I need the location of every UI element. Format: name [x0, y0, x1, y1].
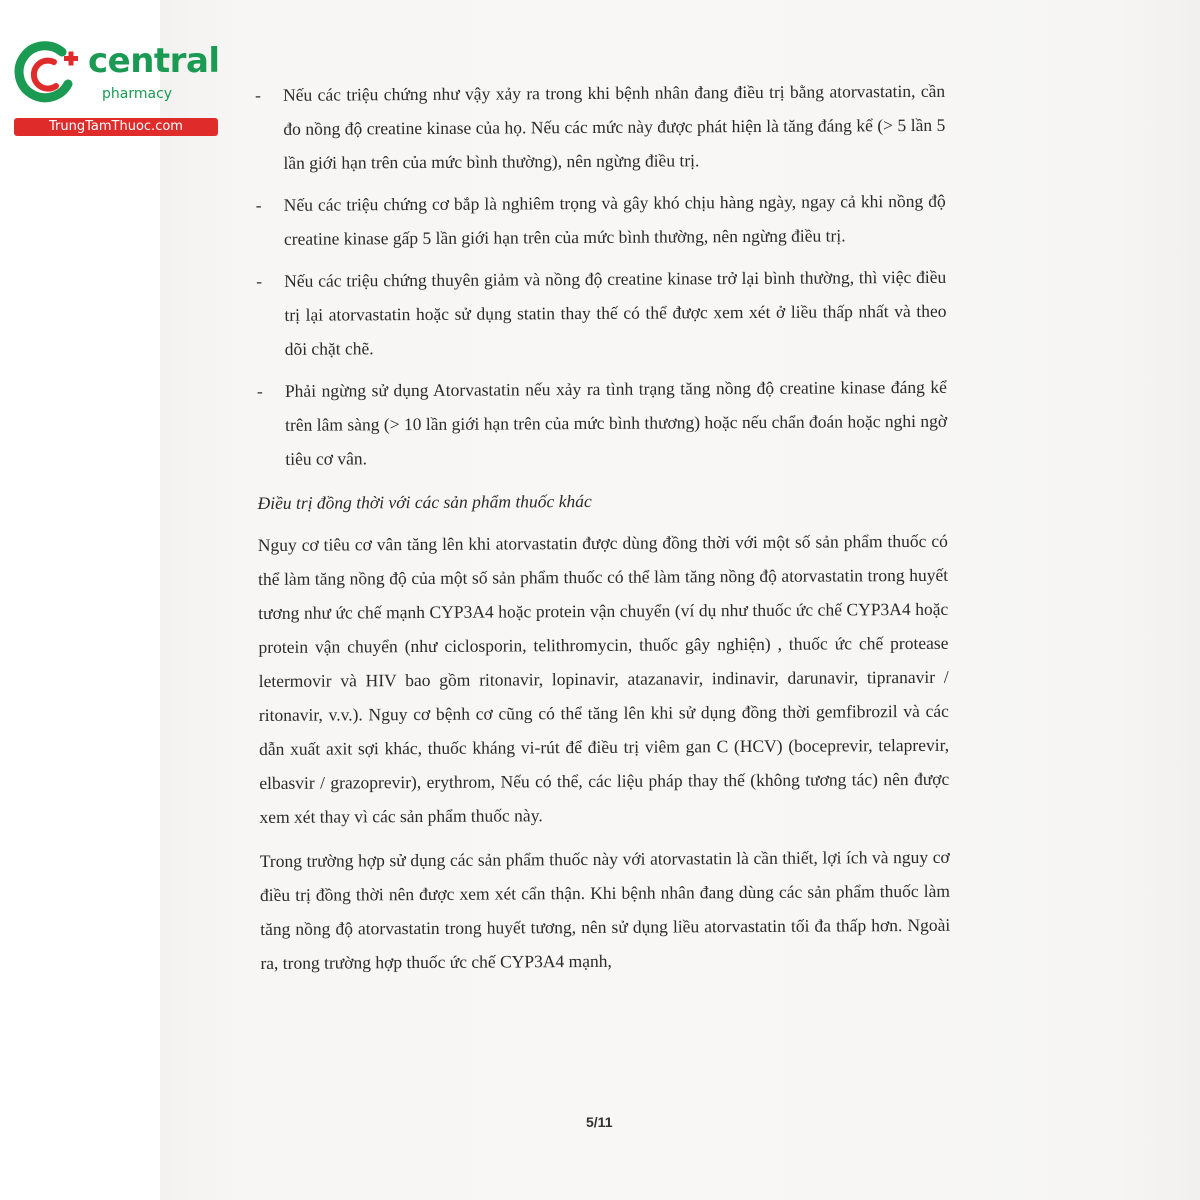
bullet-text: Nếu các triệu chứng cơ bắp là nghiêm trọng và gây khó chịu hàng ngày, ngay cả khi nồng độ creatine kinase gấp 5 lần giới hạn trên của mức bình thường, nên ngừng điều trị. — [283, 190, 946, 249]
bullet-item — [256, 184, 946, 256]
document-body — [255, 74, 951, 990]
bullet-item — [255, 74, 946, 180]
page-number: 5/11 — [586, 1114, 613, 1130]
bullet-marker: - — [256, 270, 263, 291]
bullet-text: Phải ngừng sử dụng Atorvastatin nếu xảy ra tình trạng tăng nồng độ creatine kinase đáng kể trên lâm sàng (> 10 lần giới hạn trên của mức bình thương) hoặc nếu chẩn đoán hoặc nghi ngờ tiêu cơ vân. — [284, 376, 948, 469]
brand-logo — [10, 36, 220, 136]
bullet-marker: - — [255, 194, 262, 215]
paragraph: Trong trường hợp sử dụng các sản phẩm thuốc này với atorvastatin là cần thiết, lợi ích và nguy cơ điều trị đồng thời nên được xem xét cẩn thận. Khi bệnh nhân đang dùng các sản phẩm thuốc làm tăng nồng độ atorvastatin trong huyết tương, nên sử dụng liều atorvastatin tối đa thấp hơn. Ngoài ra, trong trường hợp thuốc ức chế CYP3A4 mạnh, — [259, 846, 951, 973]
bullet-marker: - — [256, 380, 263, 401]
central-pharmacy-logo-icon — [10, 38, 82, 110]
bullet-text: Nếu các triệu chứng thuyên giảm và nồng độ creatine kinase trở lại bình thường, thì việc điều trị lại atorvastatin hoặc sử dụng statin thay thế có thể được xem xét ở liều thấp nhất và theo dõi chặt chẽ. — [284, 266, 947, 359]
logo-url-banner: TrungTamThuoc.com — [14, 118, 218, 136]
section-heading: Điều trị đồng thời với các sản phẩm thuốc khác — [257, 490, 592, 513]
logo-sub-text: pharmacy — [102, 86, 173, 102]
bullet-item — [257, 370, 948, 476]
bullet-marker: - — [255, 84, 261, 105]
paragraph: Nguy cơ tiêu cơ vân tăng lên khi atorvastatin được dùng đồng thời với một số sản phẩm thuốc có thể làm tăng nồng độ của một số sản phẩm thuốc có thể làm tăng nồng độ atorvastatin trong huyết tương như ức chế mạnh CYP3A4 hoặc protein vận chuyển (ví dụ như thuốc ức chế CYP3A4 hoặc protein vận chuyển (như ciclosporin, telithromycin, thuốc gây nghiện) , thuốc ức chế protease letermovir và HIV bao gồm ritonavir, lopinavir, atazanavir, indinavir, darunavir, tipranavir / ritonavir, v.v.). Nguy cơ bệnh cơ cũng có thể tăng lên khi sử dụng đồng thời gemfibrozil và các dẫn xuất axit sợi khác, thuốc kháng vi-rút để điều trị viêm gan C (HCV) (boceprevir, telaprevir, elbasvir / grazoprevir), erythrom, Nếu có thể, các liệu pháp thay thế (không tương tác) nên được xem xét thay vì các sản phẩm thuốc này. — [257, 530, 950, 827]
bullet-item — [256, 260, 947, 366]
bullet-text: Nếu các triệu chứng như vậy xảy ra trong khi bệnh nhân đang điều trị bằng atorvastatin, cần đo nồng độ creatine kinase của họ. Nếu các mức này được phát hiện là tăng đáng kể (> 5 lần 5 lần giới hạn trên của mức bình thường), nên ngừng điều trị. — [283, 80, 946, 173]
logo-brand-text: central — [88, 41, 220, 81]
